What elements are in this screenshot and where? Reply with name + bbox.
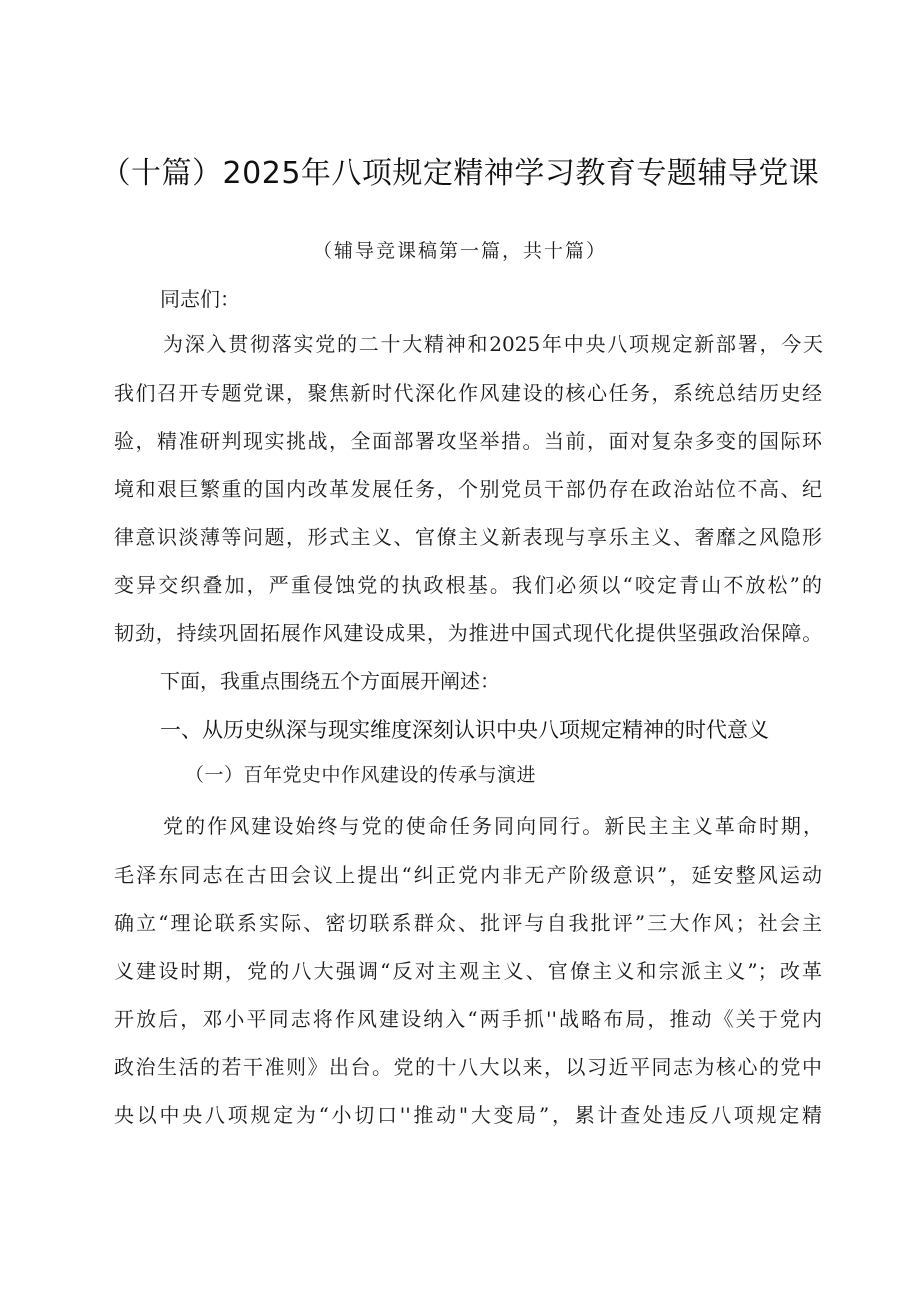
paragraph-line: 我们召开专题党课，聚焦新时代深化作风建设的核心任务，系统总结历史经 <box>114 381 822 405</box>
subsection-heading: （一）百年党史中作风建设的传承与演进 <box>185 764 537 786</box>
paragraph-line: 变异交织叠加，严重侵蚀党的执政根基。我们必须以“咬定青山不放松”的 <box>114 573 822 597</box>
paragraph-line: 开放后，邓小平同志将作风建设纳入“两手抓''战略布局，推动《关于党内 <box>114 1007 822 1031</box>
paragraph-line: 境和艰巨繁重的国内改革发展任务，个别党员干部仍存在政治站位不高、纪 <box>114 477 822 501</box>
section-heading: 一、从历史纵深与现实维度深刻认识中央八项规定精神的时代意义 <box>160 718 769 742</box>
paragraph-line: 党的作风建设始终与党的使命任务同向同行。新民主主义革命时期， <box>163 814 823 838</box>
document-subtitle: （辅导竞课稿第一篇，共十篇） <box>312 240 607 262</box>
paragraph-line: 下面，我重点围绕五个方面展开阐述： <box>160 669 500 693</box>
document-title: （十篇）2025年八项规定精神学习教育专题辅导党课 <box>100 156 820 191</box>
paragraph-line: 律意识淡薄等问题，形式主义、官僚主义新表现与享乐主义、奢靡之风隐形 <box>114 525 822 549</box>
paragraph-line: 确立“理论联系实际、密切联系群众、批评与自我批评”三大作风；社会主 <box>114 911 822 935</box>
paragraph-line: 政治生活的若干准则》出台。党的十八大以来，以习近平同志为核心的党中 <box>114 1055 822 1079</box>
paragraph-line: 验，精准研判现实挑战，全面部署攻坚举措。当前，面对复杂多变的国际环 <box>114 429 822 453</box>
paragraph-line: 为深入贯彻落实党的二十大精神和2025年中央八项规定新部署，今天 <box>163 332 823 356</box>
paragraph-line: 义建设时期，党的八大强调“反对主观主义、官僚主义和宗派主义”；改革 <box>114 959 822 983</box>
paragraph-line: 央以中央八项规定为“小切口''推动"大变局”，累计查处违反八项规定精 <box>114 1103 822 1127</box>
paragraph-line: 毛泽东同志在古田会议上提出“纠正党内非无产阶级意识”，延安整风运动 <box>114 863 822 887</box>
salutation: 同志们： <box>160 287 240 311</box>
paragraph-line: 韧劲，持续巩固拓展作风建设成果，为推进中国式现代化提供坚强政治保障。 <box>114 621 822 645</box>
